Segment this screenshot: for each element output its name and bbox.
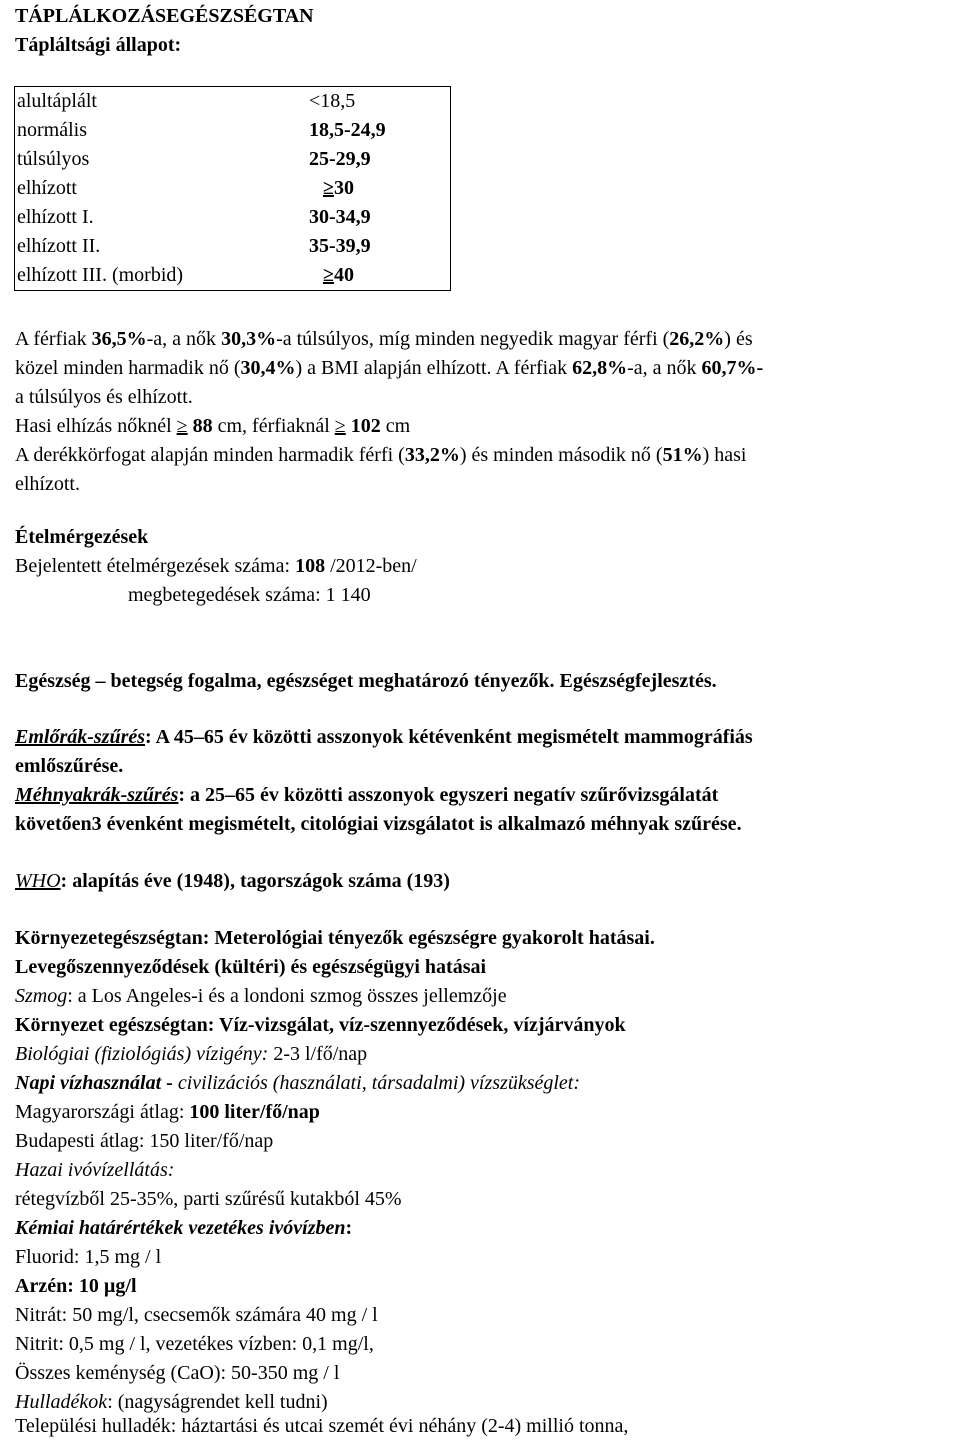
daily-term: Napi vízhasználat — [15, 1072, 162, 1094]
bmi-row — [15, 232, 451, 261]
bmi-value-text: 30 — [333, 177, 354, 199]
waist-line-1 — [15, 441, 944, 470]
bmi-category: elhízott III. (morbid) — [17, 264, 184, 286]
fluorid-line: Fluorid: 1,5 mg / l — [15, 1246, 162, 1268]
stats-line-1 — [15, 325, 944, 354]
stats-text: A derékkörfogat alapján minden harmadik férfi ( — [15, 444, 405, 466]
health-concept-line: Egészség – betegség fogalma, egészséget meghatározó tényezők. Egészségfejlesztés. — [15, 670, 717, 692]
bmi-row — [15, 116, 451, 145]
bmi-row — [15, 261, 451, 291]
stats-line-3: a túlsúlyos és elhízott. — [15, 386, 193, 408]
hardness-line: Összes keménység (CaO): 50-350 mg / l — [15, 1362, 340, 1384]
smog-term: Szmog — [15, 985, 68, 1007]
bio-water-need-line — [15, 1040, 944, 1069]
chem-colon: : — [345, 1217, 353, 1239]
bmi-row — [15, 203, 451, 232]
bmi-row — [15, 174, 451, 203]
supply-colon: : — [167, 1159, 175, 1181]
screening-text: : a 25–65 év közötti asszonyok egyszeri negatív szűrővizsgálatát — [178, 784, 719, 806]
section-subtitle: Tápláltsági állapot: — [15, 34, 182, 56]
hu-avg-label: Magyarországi átlag: — [15, 1101, 190, 1123]
stats-text: ) és — [724, 328, 753, 350]
bmi-row — [15, 87, 451, 117]
arzen-line: Arzén: 10 µg/l — [15, 1275, 137, 1297]
bmi-value — [309, 174, 451, 203]
waste-term: Hulladékok — [15, 1391, 108, 1413]
bmi-value-text: 30-34,9 — [309, 206, 371, 228]
bmi-value-text: 25-29,9 — [309, 148, 371, 170]
bmi-category: túlsúlyos — [17, 148, 90, 170]
stats-text: ) a BMI alapján elhízott. A férfiak — [295, 357, 573, 379]
cervical-screening-line-1 — [15, 781, 944, 810]
abdominal-obesity-line — [15, 412, 944, 441]
stats-text: -a, a nők — [627, 357, 702, 379]
bmi-value-text: 18,5-24,9 — [309, 119, 386, 141]
who-line — [15, 867, 944, 896]
hungary-average-line — [15, 1098, 944, 1127]
stats-value: 33,2% — [404, 444, 460, 466]
stats-text: cm — [380, 415, 411, 437]
greater-equal-sign: ≥ — [323, 177, 334, 199]
stats-value: 88 — [187, 415, 213, 437]
stats-value: 60,7% — [701, 357, 757, 379]
stats-value: 36,5% — [91, 328, 147, 350]
chemical-limits-heading — [15, 1214, 944, 1243]
cervical-screening-line-2: követően3 évenként megismételt, citológiai vizsgálatot is alkalmazó méhnyak szűrése. — [15, 813, 742, 835]
daily-water-use-line — [15, 1069, 944, 1098]
stats-value: 51% — [662, 444, 703, 466]
food-poisoning-heading: Ételmérgezések — [15, 526, 149, 548]
fp-value: 108 — [295, 555, 326, 577]
environment-heading: Környezetegészségtan: Meterológiai tényezők egészségre gyakorolt hatásai. — [15, 927, 655, 949]
stats-text: Hasi elhízás nőknél — [15, 415, 177, 437]
budapest-average-line: Budapesti átlag: 150 liter/fő/nap — [15, 1130, 274, 1152]
nitrat-line: Nitrát: 50 mg/l, csecsemők számára 40 mg / l — [15, 1304, 378, 1326]
water-supply-line: rétegvízből 25-35%, parti szűrésű kutakból 45% — [15, 1188, 402, 1210]
food-poisoning-line-2: megbetegedések száma: 1 140 — [128, 584, 371, 606]
hu-avg-value: 100 liter/fő/nap — [189, 1101, 320, 1123]
breast-screening-term: Emlőrák-szűrés — [15, 726, 146, 748]
chem-term: Kémiai határértékek vezetékes ivóvízben — [15, 1217, 346, 1239]
bmi-value — [309, 145, 451, 174]
municipal-waste-line: Települési hulladék: háztartási és utcai szemét évi néhány (2-4) millió tonna, — [15, 1415, 629, 1437]
bmi-category: alultáplált — [17, 90, 97, 112]
stats-text: ) hasi — [702, 444, 747, 466]
smog-line — [15, 982, 944, 1011]
bmi-value — [309, 232, 451, 261]
stats-text: -a túlsúlyos, míg minden negyedik magyar férfi ( — [276, 328, 670, 350]
waste-text: : (nagyságrendet kell tudni) — [107, 1391, 328, 1413]
stats-text: - — [756, 357, 764, 379]
cervical-screening-term: Méhnyakrák-szűrés — [15, 784, 179, 806]
stats-text: ) és minden második nő ( — [459, 444, 663, 466]
stats-line-2 — [15, 354, 944, 383]
bmi-value-text: 40 — [333, 264, 354, 286]
supply-term: Hazai ivóvízellátás — [15, 1159, 168, 1181]
air-pollution-heading: Levegőszennyeződések (kültéri) és egészségügyi hatásai — [15, 956, 487, 978]
stats-value: 26,2% — [669, 328, 725, 350]
daily-text: civilizációs (használati, társadalmi) vízszükséglet: — [177, 1072, 581, 1094]
bio-term: Biológiai (fiziológiás) vízigény: — [15, 1043, 269, 1065]
who-text: : alapítás éve (1948), tagországok száma (193) — [60, 870, 450, 892]
water-heading: Környezet egészségtan: Víz-vizsgálat, víz-szennyeződések, vízjárványok — [15, 1014, 626, 1036]
waist-line-2: elhízott. — [15, 473, 80, 495]
greater-equal-sign: ≥ — [176, 415, 188, 437]
bmi-row — [15, 145, 451, 174]
bmi-value-text: <18,5 — [309, 90, 356, 112]
breast-screening-line-2: emlőszűrése. — [15, 755, 124, 777]
bmi-value — [309, 203, 451, 232]
document-title: TÁPLÁLKOZÁSEGÉSZSÉGTAN — [15, 5, 314, 27]
nitrit-line: Nitrit: 0,5 mg / l, vezetékes vízben: 0,1 mg/l, — [15, 1333, 374, 1355]
stats-text: A férfiak — [15, 328, 92, 350]
screening-text: : A 45–65 év közötti asszonyok kétévenként megismételt mammográfiás — [145, 726, 753, 748]
greater-equal-sign: ≥ — [334, 415, 346, 437]
daily-dash: - — [161, 1072, 178, 1094]
stats-value: 30,4% — [240, 357, 296, 379]
fp-text: Bejelentett ételmérgezések száma: — [15, 555, 296, 577]
bmi-category: elhízott — [17, 177, 77, 199]
bmi-category: elhízott II. — [17, 235, 101, 257]
water-supply-heading — [15, 1156, 944, 1185]
smog-text: : a Los Angeles-i és a londoni szmog összes jellemzője — [67, 985, 507, 1007]
bmi-category: elhízott I. — [17, 206, 94, 228]
stats-value: 30,3% — [221, 328, 277, 350]
bmi-value-text: 35-39,9 — [309, 235, 371, 257]
bmi-value — [309, 261, 451, 291]
stats-value: 62,8% — [572, 357, 628, 379]
greater-equal-sign: ≥ — [323, 264, 334, 286]
stats-text: cm, férfiaknál — [212, 415, 335, 437]
stats-text: -a, a nők — [146, 328, 222, 350]
food-poisoning-line-1 — [15, 552, 944, 581]
who-term: WHO — [15, 870, 61, 892]
bmi-table — [14, 86, 451, 291]
bmi-value — [309, 87, 451, 117]
bmi-value — [309, 116, 451, 145]
stats-value: 102 — [345, 415, 381, 437]
breast-screening-line-1 — [15, 723, 944, 752]
bio-text: 2-3 l/fő/nap — [268, 1043, 368, 1065]
fp-text: /2012-ben/ — [325, 555, 417, 577]
bmi-category: normális — [17, 119, 87, 141]
stats-text: közel minden harmadik nő ( — [15, 357, 241, 379]
